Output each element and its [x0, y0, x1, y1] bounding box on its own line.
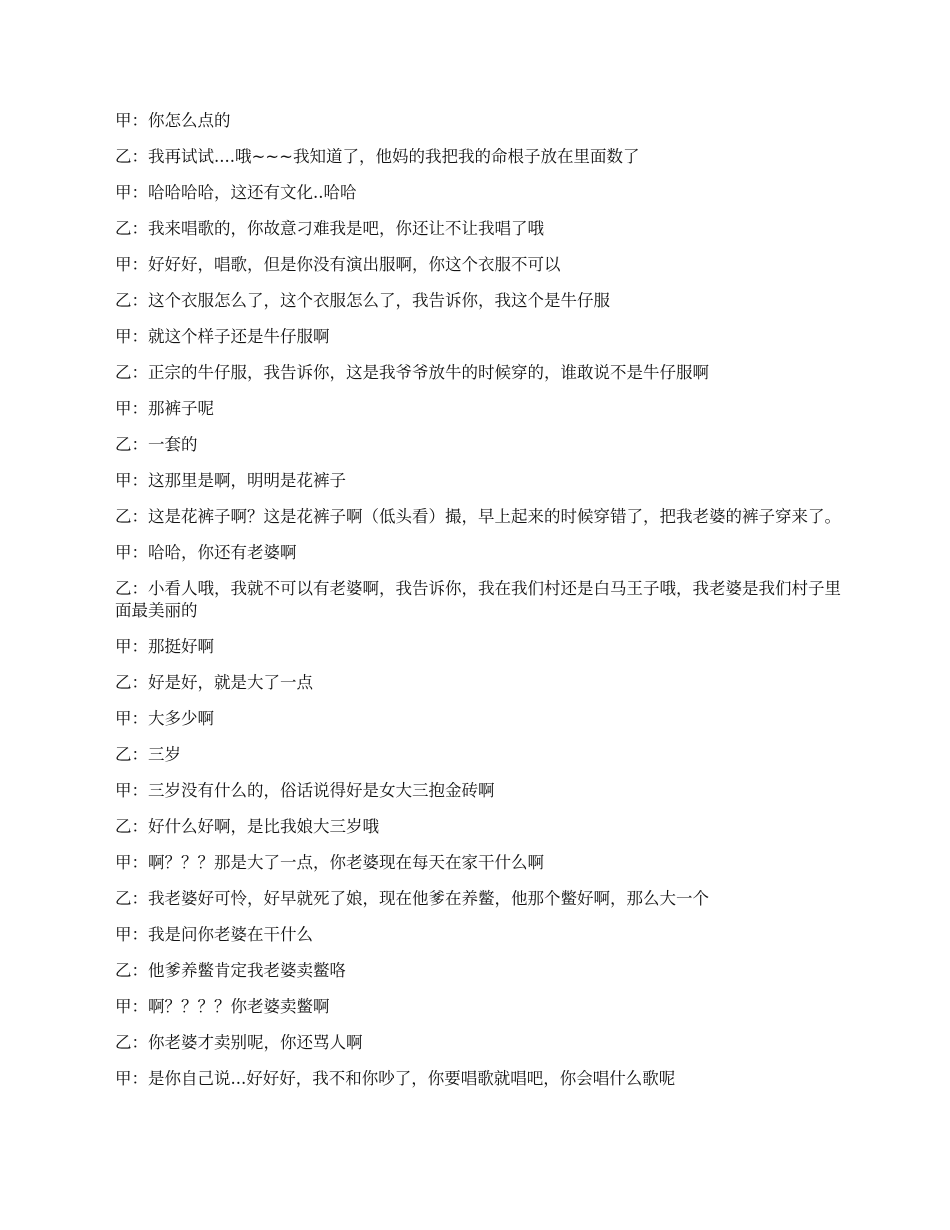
dialogue-line: 乙：一套的	[115, 435, 198, 454]
dialogue-line: 乙：小看人哦，我就不可以有老婆啊，我告诉你，我在我们村还是白马王子哦，我老婆是我们村子里面最美丽的	[115, 579, 841, 620]
dialogue-line: 甲：我是问你老婆在干什么	[115, 925, 313, 944]
dialogue-line: 甲：那裤子呢	[115, 399, 214, 418]
dialogue-line: 甲：三岁没有什么的，俗话说得好是女大三抱金砖啊	[115, 781, 495, 800]
dialogue-line: 乙：三岁	[115, 745, 181, 764]
dialogue-line: 乙：我再试试....哦~~~我知道了，他妈的我把我的命根子放在里面数了	[115, 147, 640, 166]
dialogue-script	[115, 110, 845, 1104]
dialogue-line: 乙：我老婆好可怜，好早就死了娘，现在他爹在养鳖，他那个鳖好啊，那么大一个	[115, 889, 709, 908]
dialogue-line: 乙：这是花裤子啊？这是花裤子啊（低头看）撮，早上起来的时候穿错了，把我老婆的裤子穿来了。	[115, 507, 841, 526]
dialogue-line: 乙：他爹养鳖肯定我老婆卖鳖咯	[115, 961, 346, 980]
dialogue-line: 甲：好好好，唱歌，但是你没有演出服啊，你这个衣服不可以	[115, 255, 561, 274]
dialogue-line: 甲：哈哈，你还有老婆啊	[115, 543, 297, 562]
dialogue-line: 甲：你怎么点的	[115, 111, 231, 130]
dialogue-line: 甲：那挺好啊	[115, 637, 214, 656]
dialogue-line: 甲：哈哈哈哈，这还有文化..哈哈	[115, 183, 357, 202]
dialogue-line: 乙：我来唱歌的，你故意刁难我是吧，你还让不让我唱了哦	[115, 219, 544, 238]
dialogue-line: 甲：啊？？？那是大了一点，你老婆现在每天在家干什么啊	[115, 853, 544, 872]
dialogue-line: 甲：是你自己说...好好好，我不和你吵了，你要唱歌就唱吧，你会唱什么歌呢	[115, 1069, 676, 1088]
dialogue-line: 甲：这那里是啊，明明是花裤子	[115, 471, 346, 490]
dialogue-line: 甲：就这个样子还是牛仔服啊	[115, 327, 330, 346]
dialogue-line: 乙：正宗的牛仔服，我告诉你，这是我爷爷放牛的时候穿的，谁敢说不是牛仔服啊	[115, 363, 709, 382]
dialogue-line: 乙：好是好，就是大了一点	[115, 673, 313, 692]
dialogue-line: 甲：啊？？？？你老婆卖鳖啊	[115, 997, 330, 1016]
dialogue-line: 乙：好什么好啊，是比我娘大三岁哦	[115, 817, 379, 836]
dialogue-line: 甲：大多少啊	[115, 709, 214, 728]
dialogue-line: 乙：你老婆才卖别呢，你还骂人啊	[115, 1033, 363, 1052]
dialogue-line: 乙：这个衣服怎么了，这个衣服怎么了，我告诉你，我这个是牛仔服	[115, 291, 610, 310]
